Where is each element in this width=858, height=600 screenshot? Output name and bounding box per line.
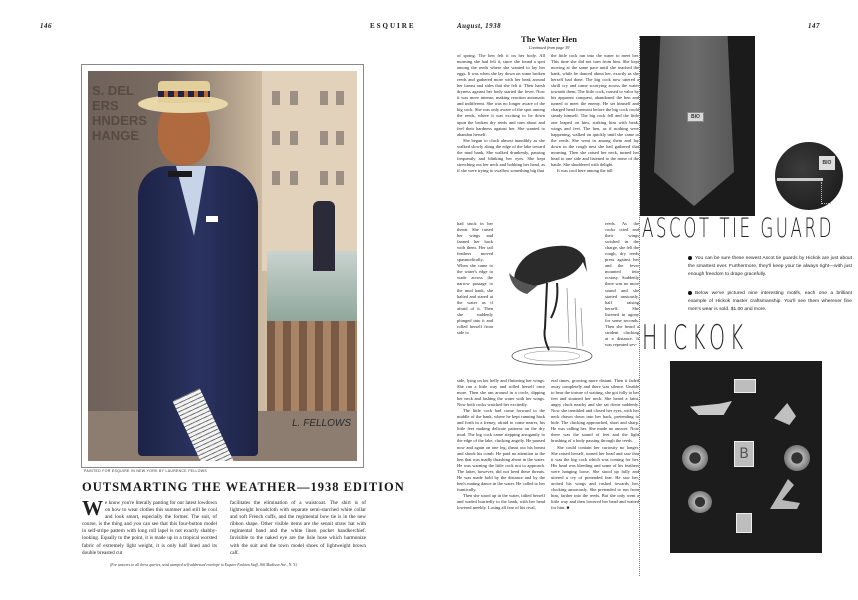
pocket-square (206, 216, 218, 222)
background-figure (313, 201, 335, 271)
footnote: (For answers to all dress queries, send stamped self-addressed envelope to Esquire Fashion Staff, 366 Madison Ave., N. Y.) (110, 563, 298, 567)
wheel-disc-icon (682, 445, 708, 471)
story-column-2-wrap: reeds. As the cocks cried and their wings swished in the charge, she felt the rough, dry reeds press against her and the fever mounted into ecstasy. Suddenly there was no more sound and she started anxiously, half raising herself. She listened in agony for some seconds. Then she heard a strident clucking at a distance. It was repeated sev- (605, 221, 639, 347)
drop-cap: W (82, 496, 103, 520)
story-column-1-bottom: side, lying on her belly and fluttering her wings. She ran a little way and rolled herself once more. Then she ran around in a circle, dipping her neck and lashing the water with her wings. Now both cocks watched her excitedly. The little cock had come forward to the middle of the bank, where he kept running back and forth in a frenzy, afraid to come nearer, his little feet making delicate patterns on the dry mud. The big cock came stepping arrogantly to the edge of the lake, clucking angrily. He paused now and again on one leg, thrust out his breast and shook his comb. He paid no attention to the hen that was madly thrashing about in the water. He was warning the little cock not to approach. The latter, however, did not heed these threats. He was made bold by the distance and by the hen's mating dance in the water. He called to her frantically. Then she stood up in the water, tidied herself and waded hurriedly to the bank, with her head lowered meekly. Losing all fear of his rival, (457, 378, 545, 510)
ad-copy-1: You can be sure these newest Ascot tie guards by Hickok are just about the smartest ever. Furthermore, they'll keep your tie always right—with just enough freedom to drape gracefully. (688, 256, 852, 278)
right-page (430, 0, 858, 600)
story-title: The Water Hen (521, 34, 577, 44)
geometric-block-icon (736, 513, 752, 533)
setter-dog-icon (690, 401, 732, 415)
bar-disc-icon (688, 491, 712, 513)
bullet-icon (688, 256, 692, 260)
chain (821, 182, 831, 204)
story-column-2-bottom: eral times, growing more distant. Then it faded away completely and there was silence. Unable to bear the torture of waiting, she got fully to her feet and strained her neck. She heard a faint, angry cluck nearby and she sat down suddenly. Now she trembled and closed her eyes, with her neck drawn down into her back, pretending to hide. The clucking approached, short and sharp. He was calling her. She made no answer. Now there was the sound of feet and the light brushing of a body passing through the reeds. She could contain her curiosity no longer. She raised herself, turned her head and saw that it was the big cock which was coming for her. His head was bleeding and some of his feathers were hanging loose. She stood up fully and uttered a cry of pretended fear. He saw her, arched his wings and rushed towards her, clucking amorously. She pretended to run from him, farther into the reeds. But she only went a little way and then lowered her head and waited for him. ■ (551, 378, 639, 510)
illustration-credit: PAINTED FOR ESQUIRE IN NEW YORK BY LAURENCE FELLOWS (84, 469, 208, 473)
round-stone-icon (784, 445, 810, 471)
story-column-1-wrap: had stuck in her throat. She raised her wings and fanned her back with them. Her tail feathers moved spasmodically. When she came to the water's edge to wade across the narrow passage to the mud bank, she halted and stared at the water as if afraid of it. Then she suddenly plunged into it and rolled herself from side to (457, 221, 493, 335)
article-column-2: facilitates the elimination of a waistcoat. The shirt is of lightweight broadcloth with separate semi-starched white collar and soft French cuffs, and the regimental bow tie is in the new ribbon shape. Other visible items are the sennit straw hat with regimental band and the white linen pocket handkerchief. Invisible to the naked eye are the lisle hose which harmonize with the suit and the town model shoes of lightweight brown calf. (230, 500, 366, 556)
story-column-1-top: of spring. The hen felt it on her body. All morning she had felt it, since she found a spot among the reeds where she wanted to lay her eggs. It was when she lay down on some broken reeds and gathered more with her beak around her breast and sides that she felt it. Their harsh dryness against her body started the fever. Now it was more intense, making reaction automatic and indifferent. She was no longer aware of the big cock. She was only aware of the spot among the reeds, where it was exciting to lie down upon the broken dry reeds and turn about and feel their hardness against her. She wanted to abandon herself. She began to cluck almost inaudibly as she walked slowly along the edge of the lake toward the mud bank. She walked drunkenly, pausing frequently and blinking her eyes. She kept stretching out her neck and bobbing her head, as if she were trying to swallow something big that (457, 53, 545, 173)
bullet-icon (688, 291, 692, 295)
artist-signature: L. FELLOWS (292, 418, 351, 429)
issue-date: August, 1938 (457, 22, 502, 30)
article-headline: OUTSMARTING THE WEATHER—1938 EDITION (82, 480, 405, 494)
shop-window (267, 251, 357, 321)
page-number: 146 (40, 22, 52, 30)
tie-guard-motifs (670, 361, 822, 553)
monogram-b-icon: B (734, 441, 754, 467)
article-column-1: We know you're literally panting for our latest lowdown on how to wear clothes this summer and still be cool and look smart, especially the former. The suit, of course, is the thing and you can see that this four-button model in self-stripe pattern with long roll lapel is not exactly shabby-looking. Equally to the point, it is made up in a tropical worsted fabric of extremely light weight, it is only half lined and its double breasted cut (82, 496, 217, 556)
sailfish-icon (770, 479, 800, 509)
illustration-canvas (88, 71, 357, 461)
story-continuation: Continued from page 39 (528, 45, 570, 50)
tie-photograph (640, 36, 755, 216)
tie-bar (777, 178, 823, 181)
ad-headline: ASCOT TIE GUARD (642, 213, 834, 244)
page-number: 147 (808, 22, 820, 30)
monogram-plate: BIO (819, 156, 835, 170)
fashion-illustration (81, 64, 364, 468)
ad-copy-2: Below we've pictured nine interesting motifs, each one a brilliant example of Hickok master craftsmanship. You'll see them wherever fine men's wear is sold. $1.00 and more. (688, 291, 852, 313)
background-building (262, 71, 357, 271)
wall-lettering: S. DEL ERS HNDERS HANGE (92, 83, 147, 143)
hat-band (158, 91, 210, 97)
brand-logo: HICKOK (642, 318, 749, 358)
story-column-2-top: the little cock ran into the water to meet her. This time she did not turn from him. She kept moving at the same pace until she reached the bank, while he danced about her, exactly as she herself had done. The big cock now uttered a shrill cry and came scurrying across the water towards them. The little cock, roused to valor by his apparent conquest, abandoned the hen and turned to meet the enemy. He set himself and charged head foremost before the big cock could steady himself. The big cock fell and the little one leaped on him, striking him with beak, wings and feet. The hen, as if nothing were happening, walked on quickly until she came to the reeds. She went in among them and lay down in the rough nest she had gathered that morning. Then she raised her neck, turned her head to one side and listened to the noise of the battle. She shuddered with delight. It was cool here among the tall (551, 53, 639, 173)
dog-plaque-icon (734, 379, 756, 393)
scottie-head-icon (774, 403, 796, 425)
bow-tie (168, 171, 192, 177)
water-hen-illustration (497, 228, 602, 373)
ascot-tie-guard: BIO (687, 112, 704, 122)
tie-guard-closeup (773, 140, 845, 212)
running-head: ESQUIRE (370, 22, 416, 30)
stone-railing (267, 321, 357, 411)
